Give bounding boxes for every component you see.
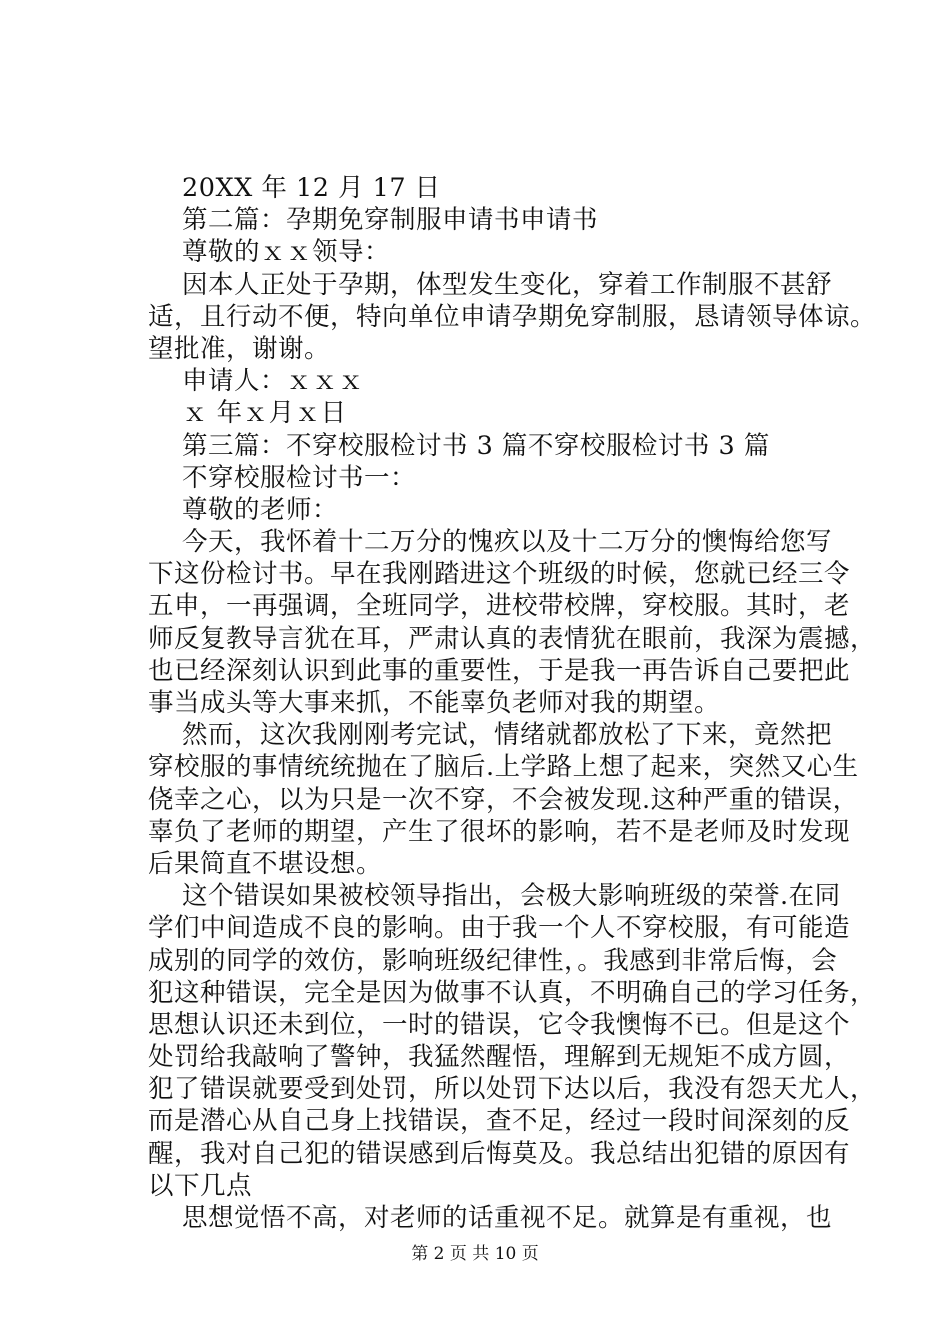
text-line: 处罚给我敲响了警钟，我猛然醒悟，理解到无规矩不成方圆， [148, 1042, 851, 1073]
text-line: 后果简直不堪设想。 [148, 848, 383, 879]
text-line: 而是潜心从自己身上找错误，查不足，经过一段时间深刻的反 [148, 1106, 851, 1137]
text-line: 第三篇：不穿校服检讨书 3 篇不穿校服检讨书 3 篇 [182, 430, 770, 461]
text-line: 思想认识还未到位，一时的错误，它令我懊悔不已。但是这个 [148, 1009, 851, 1040]
text-line: 今天，我怀着十二万分的愧疚以及十二万分的懊悔给您写 [182, 527, 833, 558]
text-line: 五申，一再强调，全班同学，进校带校牌，穿校服。其时，老 [148, 591, 851, 622]
text-line: 辜负了老师的期望，产生了很坏的影响，若不是老师及时发现 [148, 816, 851, 847]
text-line: 侥幸之心，以为只是一次不穿，不会被发现.这种严重的错误， [148, 784, 859, 815]
text-line: 然而，这次我刚刚考完试，情绪就都放松了下来，竟然把 [182, 720, 833, 751]
text-line: 望批准，谢谢。 [148, 333, 331, 364]
text-line: 穿校服的事情统统抛在了脑后.上学路上想了起来，突然又心生 [148, 752, 859, 783]
text-line: 尊敬的老师： [182, 494, 339, 525]
page-footer: 第 2 页 共 10 页 [411, 1244, 539, 1264]
document-body [148, 172, 877, 1234]
text-line: 第二篇：孕期免穿制服申请书申请书 [182, 205, 599, 236]
text-line: 思想觉悟不高，对老师的话重视不足。就算是有重视，也 [182, 1203, 833, 1233]
text-line: 犯了错误就要受到处罚，所以处罚下达以后，我没有怨天尤人， [148, 1074, 877, 1105]
text-line: 尊敬的ｘｘ领导： [182, 237, 391, 268]
text-line: 不穿校服检讨书一： [182, 462, 417, 493]
text-line: 事当成头等大事来抓，不能辜负老师对我的期望。 [148, 688, 721, 718]
text-line: 醒，我对自己犯的错误感到后悔莫及。我总结出犯错的原因有 [148, 1138, 851, 1169]
text-line: 也已经深刻认识到此事的重要性，于是我一再告诉自己要把此 [148, 655, 851, 686]
text-line: 犯这种错误，完全是因为做事不认真，不明确自己的学习任务， [148, 977, 877, 1008]
text-line: 20XX 年 12 月 17 日 [182, 173, 441, 203]
text-line: ｘ 年ｘ月ｘ日 [182, 398, 347, 429]
text-line: 成别的同学的效仿，影响班级纪律性，。我感到非常后悔，会 [148, 945, 838, 976]
text-line: 师反复教导言犹在耳，严肃认真的表情犹在眼前，我深为震撼， [148, 623, 877, 654]
text-line: 这个错误如果被校领导指出，会极大影响班级的荣誉.在同 [182, 881, 841, 912]
text-line: 因本人正处于孕期，体型发生变化，穿着工作制服不甚舒 [182, 269, 833, 300]
text-line: 学们中间造成不良的影响。由于我一个人不穿校服，有可能造 [148, 913, 851, 944]
text-line: 申请人：ｘｘｘ [182, 366, 365, 397]
text-line: 以下几点 [148, 1170, 253, 1201]
text-line: 适，且行动不便，特向单位申请孕期免穿制服，恳请领导体谅。 [148, 301, 877, 332]
text-line: 下这份检讨书。早在我刚踏进这个班级的时候，您就已经三令 [148, 559, 851, 590]
